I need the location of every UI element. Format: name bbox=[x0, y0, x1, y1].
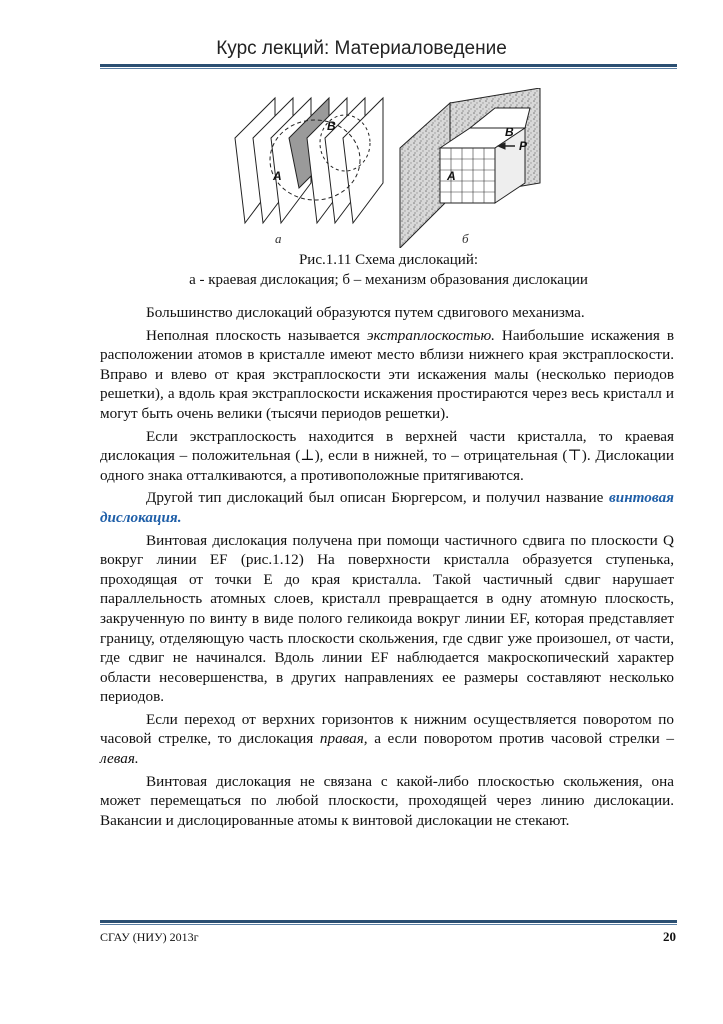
page-header-title: Курс лекций: Материаловедение bbox=[216, 38, 507, 59]
figure-letter-b-right: B bbox=[505, 125, 514, 139]
paragraph-6 bbox=[100, 710, 674, 769]
term-right: правая, bbox=[319, 730, 368, 748]
term-extraplane: экстраплоскостью. bbox=[366, 326, 495, 344]
caption-line-2: а - краевая дислокация; б – механизм образования дислокации bbox=[189, 272, 588, 288]
paragraph-6-text-mid: а если поворотом против часовой стрелки – bbox=[367, 730, 674, 748]
header-rule bbox=[100, 64, 677, 67]
paragraph-6-text-start: Если переход от верхних горизонтов к нижним осуществляется поворотом по часовой стрелке, то дислокация bbox=[100, 710, 674, 748]
footer-rule bbox=[100, 920, 677, 923]
lecture-body bbox=[100, 303, 674, 833]
paragraph-1: Большинство дислокаций образуются путем сдвигового механизма. bbox=[146, 304, 585, 321]
paragraph-7: Винтовая дислокация не связана с какой-либо плоскостью скольжения, она может перемещаться по любой плоскости, проходящей через линию дислокации. Вакансии и дислоцированные атомы к винтовой дислокации не стекают. bbox=[100, 772, 674, 829]
footer-institution: СГАУ (НИУ) 2013г bbox=[100, 930, 199, 944]
page-number: 20 bbox=[663, 929, 676, 944]
dislocation-figure bbox=[215, 88, 545, 248]
caption-line-1: Рис.1.11 Схема дислокаций: bbox=[298, 252, 479, 268]
dislocation-mechanism-diagram bbox=[400, 88, 540, 248]
paragraph-4 bbox=[100, 488, 674, 527]
edge-dislocation-diagram bbox=[235, 98, 383, 223]
figure-letter-p-right: P bbox=[519, 139, 528, 153]
term-screw-dislocation: винтовая дислокация. bbox=[100, 489, 674, 526]
figure-label-b: б bbox=[462, 231, 469, 246]
figure-caption bbox=[100, 250, 677, 290]
paragraph-2 bbox=[100, 326, 674, 424]
paragraph-5: Винтовая дислокация получена при помощи частичного сдвига по плоскости Q вокруг линии EF (рис.1.12) На поверхности кристалла образуется ступенька, проходящая от точки Е до края кристалла. Такой частичный сдвиг нарушает параллельность атомных слоев, кристалл превращается в одну атомную плоскость, закрученную по винту в виде полого геликоида вокруг линии EF, которая представляет границу, отделяющую часть плоскости скольжения, где сдвиг уже произошел, от части, где сдвиг не начинался. Вдоль линии EF наблюдается макроскопический характер области несовершенства, в других направлениях ее размеры составляют несколько периодов. bbox=[100, 531, 674, 706]
figure-label-a: а bbox=[275, 231, 282, 246]
paragraph-3: Если экстраплоскость находится в верхней части кристалла, то краевая дислокация – положительная (⊥), если в нижней, то – отрицательная (⊤). Дислокации одного знака отталкиваются, а противоположные притягиваются. bbox=[100, 427, 674, 484]
figure-letter-a-right: A bbox=[447, 169, 456, 183]
term-left: левая. bbox=[100, 750, 139, 768]
footer-rule-thin bbox=[100, 924, 677, 925]
figure-letter-b-left: B bbox=[327, 119, 336, 133]
paragraph-2-text-end: Наибольшие искажения в расположении атомов в кристалле имеют место вблизи нижнего края экстраплоскости. Вправо и влево от края экстраплоскости эти искажения малы (несколько периодов решетки), а вдоль края экстраплоскости искажения простираются через весь кристалл и могут быть очень велики (тысячи периодов решетки). bbox=[100, 326, 675, 422]
paragraph-2-text-start: Неполная плоскость называется bbox=[146, 326, 367, 344]
header-rule-thin bbox=[100, 68, 677, 69]
figure-letter-a-left: A bbox=[273, 169, 282, 183]
paragraph-4-text: Другой тип дислокаций был описан Бюргерсом, и получил название bbox=[146, 489, 610, 507]
